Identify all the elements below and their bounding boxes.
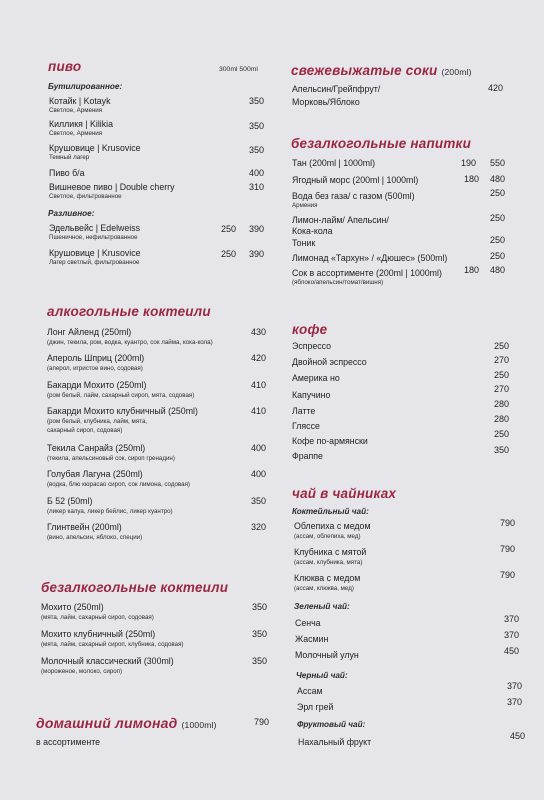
tea-price: 370	[507, 681, 523, 691]
soft-drink-desc: (яблоко/апельсин/томат/вишня)	[292, 279, 384, 286]
tea-name: Молочный улун	[295, 650, 359, 660]
beer-item-price: 310	[249, 182, 265, 192]
beer-draft-price-300: 250	[221, 249, 237, 259]
soft-cocktails-title: безалкогольные коктеили	[41, 580, 229, 595]
beer-item-price: 350	[249, 96, 265, 106]
soft-cocktail-price: 350	[252, 656, 268, 666]
cocktail-price: 400	[251, 469, 267, 479]
coffee-name: Латте	[292, 406, 316, 416]
tea-price: 790	[500, 518, 516, 528]
soft-drink-price-large: 250	[490, 213, 506, 223]
tea-black-label: Черный чай:	[296, 671, 348, 680]
coffee-price: 280	[494, 399, 510, 409]
cocktail-price: 410	[251, 380, 267, 390]
cocktail-price: 320	[251, 522, 267, 532]
tea-price: 370	[507, 697, 523, 707]
juice-line-1: Апельсин/Грейпфрут/	[292, 84, 381, 94]
soft-drink-name-line2: Кока-кола	[292, 226, 333, 236]
soft-drink-name: Тан (200ml | 1000ml)	[292, 158, 376, 168]
beer-item-name: Килликя | Kilikia	[49, 119, 113, 129]
beer-draft-label: Разливное:	[48, 209, 95, 218]
coffee-name: Фраппе	[292, 451, 323, 461]
soft-cocktail-name: Мохито клубничный (250ml)	[41, 629, 156, 639]
soft-drink-price-large: 250	[490, 188, 506, 198]
tea-price: 790	[500, 570, 516, 580]
cocktail-desc: (текила, апельсиновый сок, сироп гренадин)	[47, 455, 175, 462]
cocktail-desc: (аперол, игристое вино, содовая)	[47, 365, 143, 372]
tea-name: Эрл грей	[297, 702, 334, 712]
soft-drink-price-small: 180	[464, 265, 480, 275]
beer-bottled-label: Бутилированное:	[48, 82, 123, 91]
soft-drink-price-small: 180	[464, 174, 480, 184]
cocktail-price: 430	[251, 327, 267, 337]
beer-item-desc: Светлое, Армения	[49, 130, 103, 137]
beer-draft-price-500: 390	[249, 249, 265, 259]
beer-draft-desc: Лагер светлый, фильтрованное	[49, 259, 140, 266]
beer-draft-name: Крушовице | Krusovice	[49, 248, 141, 258]
coffee-name: Капучино	[292, 390, 331, 400]
coffee-price: 250	[494, 341, 510, 351]
tea-name: Клюква с медом	[294, 573, 361, 583]
cocktail-name: Лонг Айленд (250ml)	[47, 327, 132, 337]
coffee-title: кофе	[292, 322, 328, 337]
tea-price: 450	[510, 731, 526, 741]
alco-cocktails-title: алкогольные коктеили	[47, 304, 211, 319]
soft-drink-price-large: 480	[490, 174, 506, 184]
soft-drink-price-large: 250	[490, 235, 506, 245]
beer-item-name: Вишневое пиво | Double cherry	[49, 182, 175, 192]
beer-draft-desc: Пшеничное, нефильтрованное	[49, 234, 138, 241]
soft-drink-name: Лимон-лайм/ Апельсин/	[292, 215, 389, 225]
cocktail-name: Текила Санрайз (250ml)	[47, 443, 146, 453]
tea-green-label: Зеленый чай:	[294, 602, 350, 611]
juices-size: (200ml)	[441, 67, 472, 77]
cocktail-desc: (джин, текила, ром, водка, куантро, сок лайма, кока-кола)	[47, 339, 213, 346]
tea-name: Облепиха с медом	[294, 521, 371, 531]
juices-title	[291, 63, 472, 78]
coffee-price: 280	[494, 414, 510, 424]
beer-draft-price-500: 390	[249, 224, 265, 234]
tea-name: Ассам	[297, 686, 323, 696]
beer-draft-price-300: 250	[221, 224, 237, 234]
beer-item-desc: Светлое, Армения	[49, 107, 103, 114]
tea-name: Жасмин	[295, 634, 329, 644]
lemonade-title	[36, 715, 217, 731]
beer-item-desc: Светлое, фильтрованное	[49, 193, 122, 200]
cocktail-name: Голубая Лагуна (250ml)	[47, 469, 143, 479]
soft-drink-name: Вода без газа/ с газом (500ml)	[292, 191, 415, 201]
soft-drink-price-small: 190	[461, 158, 477, 168]
cocktail-desc: (ром белый, лайм, сахарный сироп, мята, содовая)	[47, 392, 195, 399]
soft-drink-name: Тоник	[292, 238, 316, 248]
cocktail-desc: сахарный сироп, содовая)	[47, 427, 123, 434]
tea-price: 790	[500, 544, 516, 554]
beer-item-price: 350	[249, 121, 265, 131]
tea-name: Нахальный фрукт	[298, 737, 372, 747]
tea-fruit-label: Фруктовый чай:	[297, 720, 366, 729]
lemonade-size: (1000ml)	[181, 720, 217, 730]
tea-desc: (ассам, клубника, мята)	[294, 559, 363, 566]
beer-item-name: Котайк | Kotayk	[49, 96, 111, 106]
coffee-price: 250	[494, 370, 510, 380]
soft-drink-desc: Армения	[292, 202, 318, 209]
soft-cocktail-desc: (мята, лайм, сахарный сироп, клубника, содовая)	[41, 641, 184, 648]
soft-drink-price-large: 550	[490, 158, 506, 168]
cocktail-price: 350	[251, 496, 267, 506]
juice-price: 420	[488, 83, 504, 93]
soft-drink-name: Ягодный морс (200ml | 1000ml)	[292, 175, 419, 185]
soft-cocktail-name: Молочный классический (300ml)	[41, 656, 174, 666]
cocktail-desc: (вино, апельсин, яблоко, специи)	[47, 534, 143, 541]
juice-line-2: Морковь/Яблоко	[292, 97, 360, 107]
beer-title: пиво	[48, 59, 82, 74]
cocktail-price: 420	[251, 353, 267, 363]
tea-price: 450	[504, 646, 520, 656]
cocktail-name: Бакарди Мохито клубничный (250ml)	[47, 406, 198, 416]
tea-name: Клубника с мятой	[294, 547, 367, 557]
soft-drink-price-large: 250	[490, 251, 506, 261]
soft-cocktail-name: Мохито (250ml)	[41, 602, 104, 612]
lemonade-note: в ассортименте	[36, 737, 101, 747]
cocktail-name: Б 52 (50ml)	[47, 496, 93, 506]
cocktail-desc: (ликер калуа, ликер бейлис, ликер куантро)	[47, 508, 173, 515]
soft-drinks-title: безалкогольные напитки	[291, 136, 472, 151]
tea-price: 370	[504, 630, 520, 640]
coffee-name: Эспрессо	[292, 341, 332, 351]
tea-desc: (ассам, клюква, мед)	[294, 585, 354, 592]
soft-cocktail-price: 350	[252, 629, 268, 639]
tea-desc: (ассам, облепиха, мед)	[294, 533, 361, 540]
tea-title: чай в чайниках	[292, 486, 397, 501]
coffee-price: 270	[494, 355, 510, 365]
coffee-name: Кофе по-армянски	[292, 436, 368, 446]
tea-price: 370	[504, 614, 520, 624]
beer-draft-name: Эдельвейс | Edelweiss	[49, 223, 141, 233]
beer-item-price: 400	[249, 168, 265, 178]
beer-item-desc: Темный лагер	[49, 154, 90, 161]
beer-item-name: Крушовице | Krusovice	[49, 143, 141, 153]
coffee-name: Америка но	[292, 373, 340, 383]
soft-drink-name: Сок в ассортименте (200ml | 1000ml)	[292, 268, 442, 278]
soft-cocktail-desc: (мороженое, молоко, сироп)	[41, 668, 123, 675]
cocktail-price: 410	[251, 406, 267, 416]
soft-drink-price-large: 480	[490, 265, 506, 275]
beer-item-price: 350	[249, 145, 265, 155]
coffee-name: Двойной эспрессо	[292, 357, 367, 367]
lemonade-title-text: домашний лимонад	[36, 715, 178, 731]
lemonade-price: 790	[254, 717, 270, 727]
cocktail-price: 400	[251, 443, 267, 453]
soft-cocktail-price: 350	[252, 602, 268, 612]
tea-cocktail-label: Коктейльный чай:	[292, 507, 369, 516]
beer-sizes: 300ml 500ml	[219, 66, 258, 73]
coffee-price: 250	[494, 429, 510, 439]
coffee-name: Гляссе	[292, 421, 320, 431]
cocktail-name: Апероль Шприц (200ml)	[47, 353, 145, 363]
tea-name: Сенча	[295, 618, 321, 628]
cocktail-desc: (ром белый, клубника, лайм, мята,	[47, 418, 147, 425]
soft-cocktail-desc: (мята, лайм, сахарный сироп, содовая)	[41, 614, 154, 621]
soft-drink-name: Лимонад «Тархун» / «Дюшес» (500ml)	[292, 253, 448, 263]
coffee-price: 350	[494, 445, 510, 455]
cocktail-desc: (водка, блю кюрасао сироп, сок лимона, содовая)	[47, 481, 190, 488]
coffee-price: 270	[494, 384, 510, 394]
cocktail-name: Глинтвейн (200ml)	[47, 522, 122, 532]
juices-title-text: свежевыжатые соки	[291, 63, 438, 78]
cocktail-name: Бакарди Мохито (250ml)	[47, 380, 147, 390]
beer-item-name: Пиво б/а	[49, 168, 85, 178]
